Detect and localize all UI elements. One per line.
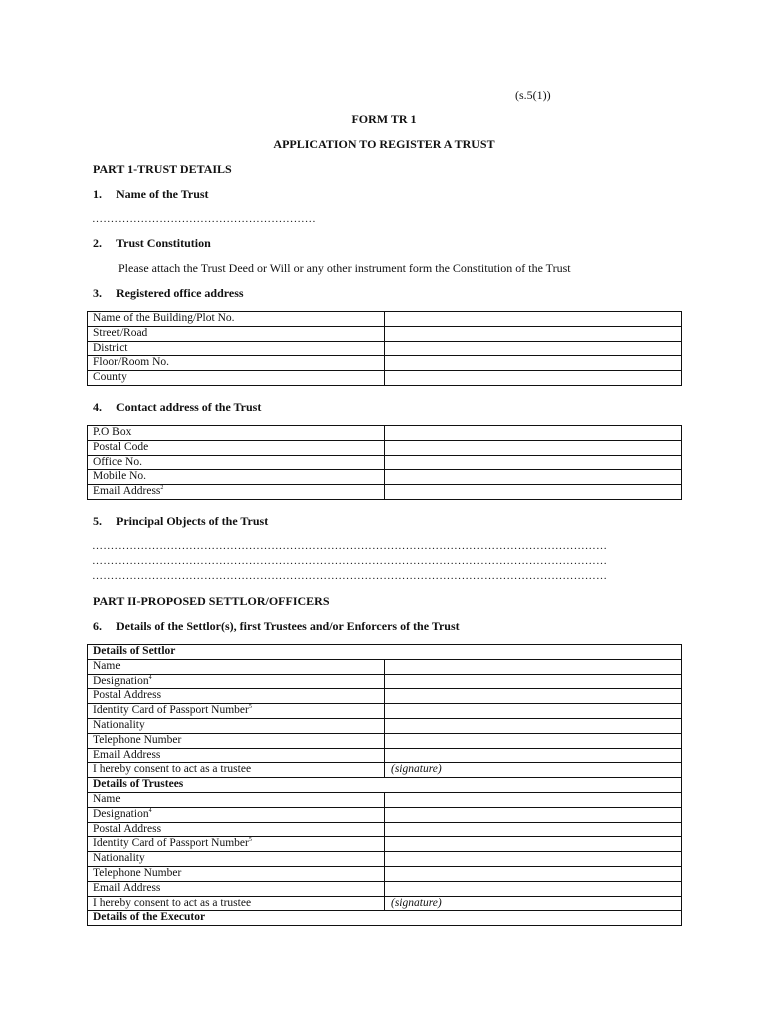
form-title: FORM TR 1	[351, 112, 417, 126]
idcard-label: Identity Card of Passport Number	[93, 704, 249, 717]
table-row	[88, 733, 682, 748]
table-row	[88, 718, 682, 733]
field-label: Name of the Building/Plot No.	[88, 312, 385, 327]
footnote-marker: 4	[148, 674, 152, 681]
field-label: District	[88, 341, 385, 356]
field-label: Postal Address	[88, 822, 385, 837]
question-3-label: Registered office address	[116, 286, 244, 300]
objects-line-3[interactable]: …………………………………………………………………………………………………………………………	[92, 570, 608, 582]
field-label: Nationality	[88, 718, 385, 733]
section-row	[88, 645, 682, 660]
question-1-heading	[93, 187, 209, 202]
executor-heading: Details of the Executor	[88, 911, 682, 926]
table-row	[88, 704, 682, 719]
field-input[interactable]	[385, 733, 682, 748]
field-label: Postal Code	[88, 440, 385, 455]
designation-label: Designation	[93, 807, 149, 820]
field-input[interactable]	[385, 674, 682, 689]
field-label	[88, 485, 385, 500]
field-input[interactable]	[385, 440, 682, 455]
table-row	[88, 807, 682, 822]
table-row	[88, 341, 682, 356]
field-input[interactable]	[385, 371, 682, 386]
table-row	[88, 763, 682, 778]
field-input[interactable]	[385, 326, 682, 341]
question-6-label: Details of the Settlor(s), first Trustees and/or Enforcers of the Trust	[116, 619, 460, 633]
table-row	[88, 837, 682, 852]
field-label: Telephone Number	[88, 733, 385, 748]
settlor-trustees-table	[87, 644, 682, 926]
field-input[interactable]	[385, 470, 682, 485]
signature-field[interactable]: (signature)	[385, 896, 682, 911]
field-label: P.O Box	[88, 426, 385, 441]
question-2-number: 2.	[93, 236, 102, 250]
part1-title: PART 1-TRUST DETAILS	[93, 162, 232, 176]
question-5-number: 5.	[93, 514, 102, 528]
table-row	[88, 866, 682, 881]
field-label: I hereby consent to act as a trustee	[88, 763, 385, 778]
question-3-heading	[93, 286, 244, 301]
field-input[interactable]	[385, 837, 682, 852]
field-input[interactable]	[385, 792, 682, 807]
section-reference: (s.5(1))	[515, 88, 551, 102]
field-input[interactable]	[385, 312, 682, 327]
field-input[interactable]	[385, 852, 682, 867]
table-row	[88, 792, 682, 807]
table-row	[88, 748, 682, 763]
field-label: I hereby consent to act as a trustee	[88, 896, 385, 911]
trustees-heading: Details of Trustees	[88, 778, 682, 793]
question-6-number: 6.	[93, 619, 102, 633]
question-2-label: Trust Constitution	[116, 236, 211, 250]
table-row	[88, 896, 682, 911]
table-row	[88, 659, 682, 674]
table-row	[88, 371, 682, 386]
table-row	[88, 470, 682, 485]
signature-field[interactable]: (signature)	[385, 763, 682, 778]
question-4-label: Contact address of the Trust	[116, 400, 262, 414]
field-label: Name	[88, 792, 385, 807]
field-input[interactable]	[385, 866, 682, 881]
question-3-number: 3.	[93, 286, 102, 300]
field-input[interactable]	[385, 748, 682, 763]
question-5-heading	[93, 514, 268, 529]
field-label: Office No.	[88, 455, 385, 470]
field-label: Telephone Number	[88, 866, 385, 881]
field-label: Name	[88, 659, 385, 674]
table-row	[88, 852, 682, 867]
settlor-heading: Details of Settlor	[88, 645, 682, 660]
field-input[interactable]	[385, 807, 682, 822]
table-row	[88, 426, 682, 441]
contact-address-table	[87, 425, 682, 500]
constitution-instruction: Please attach the Trust Deed or Will or any other instrument form the Constitution of the Trust	[118, 261, 571, 275]
part2-title: PART II-PROPOSED SETTLOR/OFFICERS	[93, 594, 330, 608]
field-input[interactable]	[385, 881, 682, 896]
footnote-marker: 4	[148, 807, 152, 814]
question-4-heading	[93, 400, 261, 415]
field-label: Mobile No.	[88, 470, 385, 485]
trust-name-field[interactable]: ……………………………………………………	[92, 213, 316, 225]
field-input[interactable]	[385, 485, 682, 500]
field-label: Email Address	[88, 881, 385, 896]
email-label: Email Address	[93, 485, 161, 498]
footnote-marker: 2	[160, 485, 164, 492]
field-label	[88, 674, 385, 689]
field-input[interactable]	[385, 659, 682, 674]
field-input[interactable]	[385, 356, 682, 371]
footnote-marker: 5	[248, 837, 252, 844]
idcard-label: Identity Card of Passport Number	[93, 837, 249, 850]
field-label: County	[88, 371, 385, 386]
table-row	[88, 356, 682, 371]
registered-office-table	[87, 311, 682, 386]
objects-line-2[interactable]: …………………………………………………………………………………………………………………………	[92, 555, 608, 567]
table-row	[88, 822, 682, 837]
field-input[interactable]	[385, 689, 682, 704]
field-label	[88, 807, 385, 822]
table-row	[88, 674, 682, 689]
table-row	[88, 689, 682, 704]
field-input[interactable]	[385, 455, 682, 470]
table-row	[88, 312, 682, 327]
objects-line-1[interactable]: …………………………………………………………………………………………………………………………	[92, 540, 608, 552]
field-label: Floor/Room No.	[88, 356, 385, 371]
footnote-marker: 5	[248, 704, 252, 711]
field-label: Email Address	[88, 748, 385, 763]
table-row	[88, 455, 682, 470]
table-row	[88, 485, 682, 500]
field-label: Postal Address	[88, 689, 385, 704]
field-input[interactable]	[385, 704, 682, 719]
section-row	[88, 911, 682, 926]
field-input[interactable]	[385, 718, 682, 733]
field-input[interactable]	[385, 341, 682, 356]
question-2-heading	[93, 236, 211, 251]
question-6-heading	[93, 619, 460, 634]
table-row	[88, 440, 682, 455]
field-label: Nationality	[88, 852, 385, 867]
field-label	[88, 837, 385, 852]
question-1-label: Name of the Trust	[116, 187, 209, 201]
form-subtitle: APPLICATION TO REGISTER A TRUST	[273, 137, 495, 151]
question-1-number: 1.	[93, 187, 102, 201]
designation-label: Designation	[93, 674, 149, 687]
section-row	[88, 778, 682, 793]
question-4-number: 4.	[93, 400, 102, 414]
field-input[interactable]	[385, 426, 682, 441]
field-label	[88, 704, 385, 719]
question-5-label: Principal Objects of the Trust	[116, 514, 269, 528]
table-row	[88, 326, 682, 341]
field-input[interactable]	[385, 822, 682, 837]
table-row	[88, 881, 682, 896]
field-label: Street/Road	[88, 326, 385, 341]
